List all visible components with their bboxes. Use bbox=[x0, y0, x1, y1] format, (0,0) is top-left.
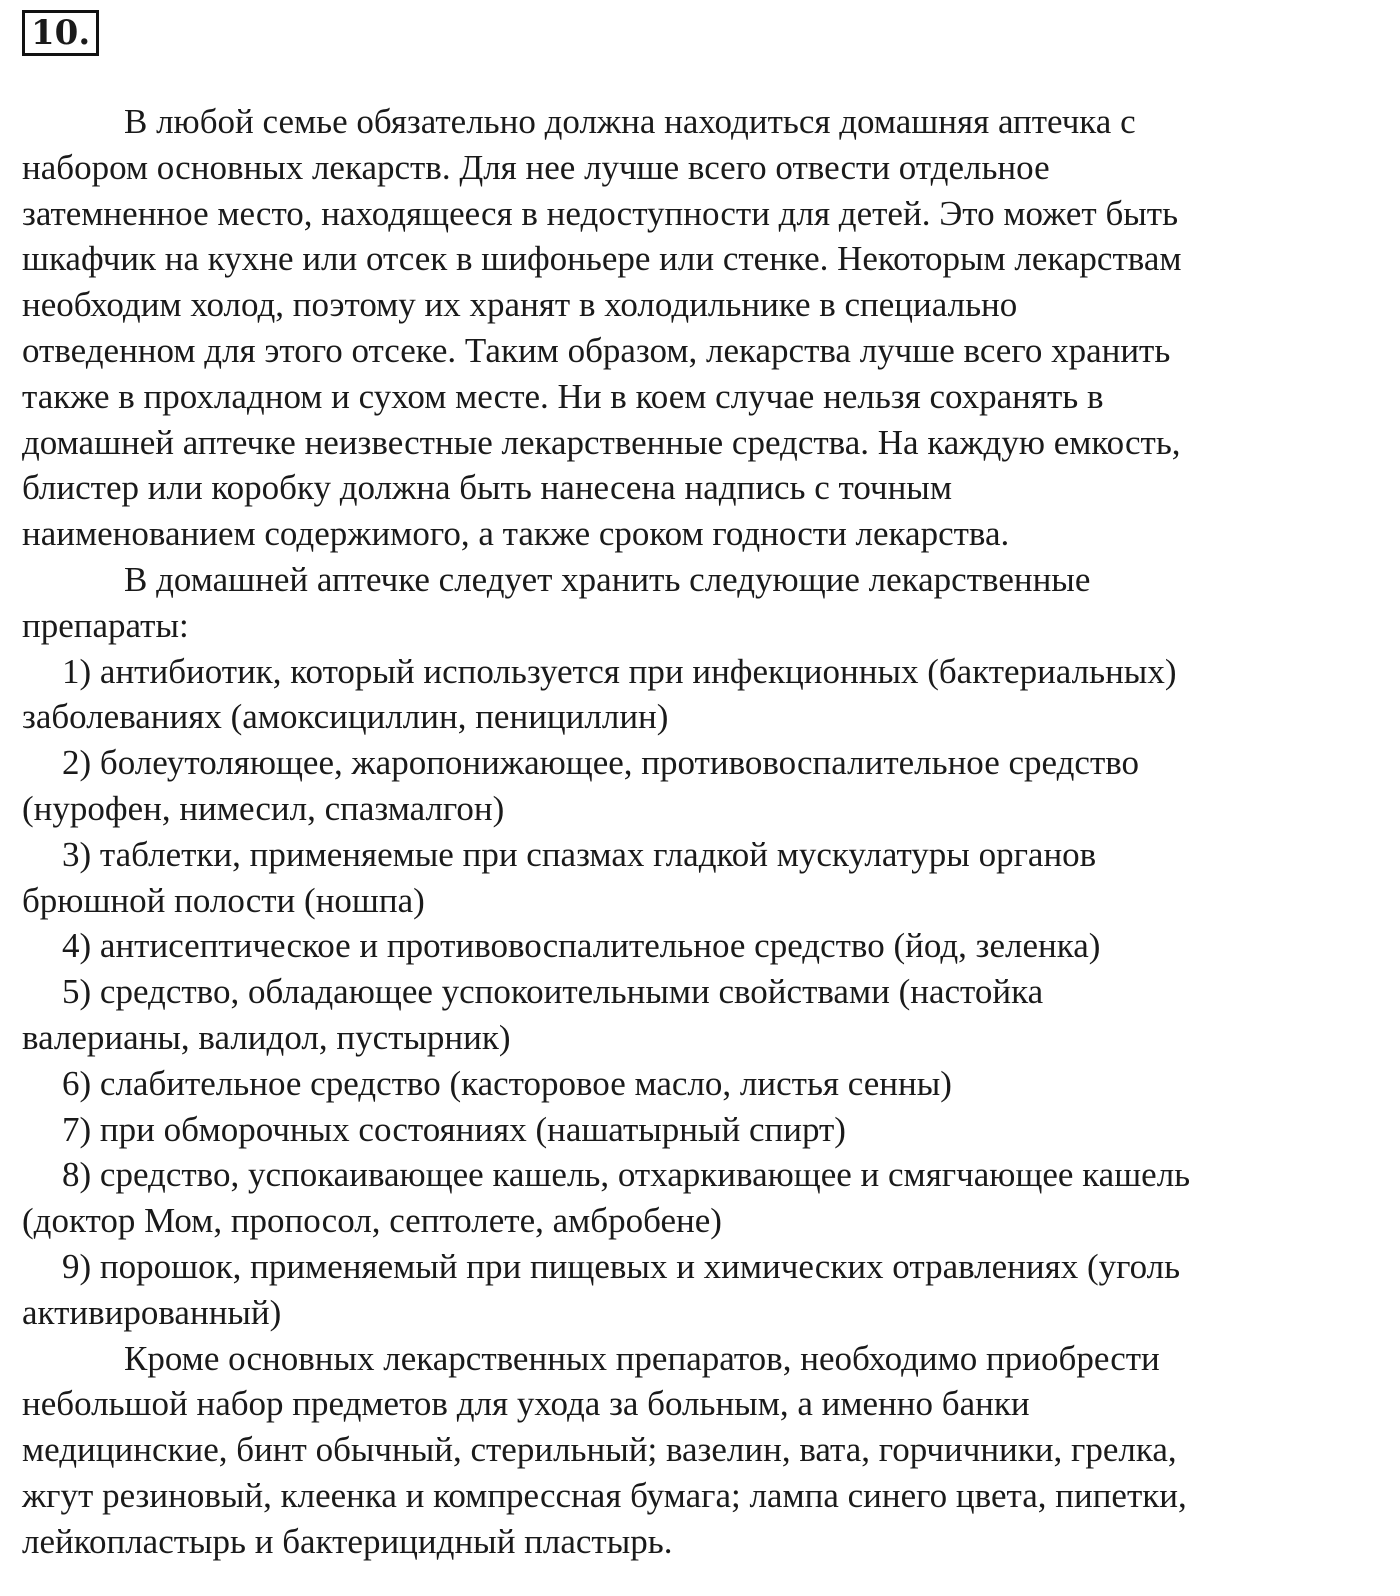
text-line: затемненное место, находящееся в недоступности для детей. Это может быть bbox=[22, 193, 1179, 233]
document-body bbox=[22, 99, 1378, 1565]
text-line: брюшной полости (ношпа) bbox=[22, 880, 425, 920]
text-line: 9) порошок, применяемый при пищевых и химических отравлениях (уголь bbox=[62, 1246, 1181, 1286]
text-line: 4) антисептическое и противовоспалительное средство (йод, зеленка) bbox=[62, 926, 1101, 966]
text-line: медицинские, бинт обычный, стерильный; вазелин, вата, горчичники, грелка, bbox=[22, 1430, 1177, 1470]
text-line: препараты: bbox=[22, 605, 189, 645]
text-line: (доктор Мом, пропосол, септолете, амбробене) bbox=[22, 1201, 722, 1241]
text-line: отведенном для этого отсеке. Таким образом, лекарства лучше всего хранить bbox=[22, 330, 1171, 370]
text-line: 7) при обморочных состояниях (нашатырный спирт) bbox=[62, 1109, 846, 1149]
document-page bbox=[22, 10, 1378, 1565]
text-line: Кроме основных лекарственных препаратов, необходимо приобрести bbox=[124, 1338, 1160, 1378]
text-line: блистер или коробку должна быть нанесена надпись с точным bbox=[22, 468, 952, 508]
text-line: 2) болеутоляющее, жаропонижающее, противовоспалительное средство bbox=[62, 743, 1140, 783]
text-line: домашней аптечке неизвестные лекарственные средства. На каждую емкость, bbox=[22, 422, 1181, 462]
text-line: шкафчик на кухне или отсек в шифоньере или стенке. Некоторым лекарствам bbox=[22, 239, 1182, 279]
text-line: (нурофен, нимесил, спазмалгон) bbox=[22, 788, 505, 828]
text-line: небольшой набор предметов для ухода за больным, а именно банки bbox=[22, 1384, 1030, 1424]
text-line: В любой семье обязательно должна находиться домашняя аптечка с bbox=[124, 102, 1136, 141]
text-line: В домашней аптечке следует хранить следующие лекарственные bbox=[124, 559, 1091, 599]
text-line: наименованием содержимого, а также сроком годности лекарства. bbox=[22, 514, 1010, 554]
text-line: активированный) bbox=[22, 1292, 282, 1332]
task-number-box: 10. bbox=[22, 10, 99, 56]
text-line: 1) антибиотик, который используется при инфекционных (бактериальных) bbox=[62, 651, 1177, 691]
text-line: заболеваниях (амоксициллин, пенициллин) bbox=[22, 697, 669, 737]
text-line: валерианы, валидол, пустырник) bbox=[22, 1017, 511, 1057]
text-line: 5) средство, обладающее успокоительными свойствами (настойка bbox=[62, 972, 1044, 1012]
text-line: также в прохладном и сухом месте. Ни в коем случае нельзя сохранять в bbox=[22, 376, 1104, 416]
text-line: 3) таблетки, применяемые при спазмах гладкой мускулатуры органов bbox=[62, 834, 1097, 874]
text-line: лейкопластырь и бактерицидный пластырь. bbox=[22, 1521, 673, 1561]
text-line: 8) средство, успокаивающее кашель, отхаркивающее и смягчающее кашель bbox=[62, 1155, 1191, 1195]
text-line: необходим холод, поэтому их хранят в холодильнике в специально bbox=[22, 285, 1018, 325]
text-line: жгут резиновый, клеенка и компрессная бумага; лампа синего цвета, пипетки, bbox=[22, 1475, 1187, 1515]
text-line: 6) слабительное средство (касторовое масло, листья сенны) bbox=[62, 1063, 952, 1103]
text-line: набором основных лекарств. Для нее лучше всего отвести отдельное bbox=[22, 147, 1050, 187]
